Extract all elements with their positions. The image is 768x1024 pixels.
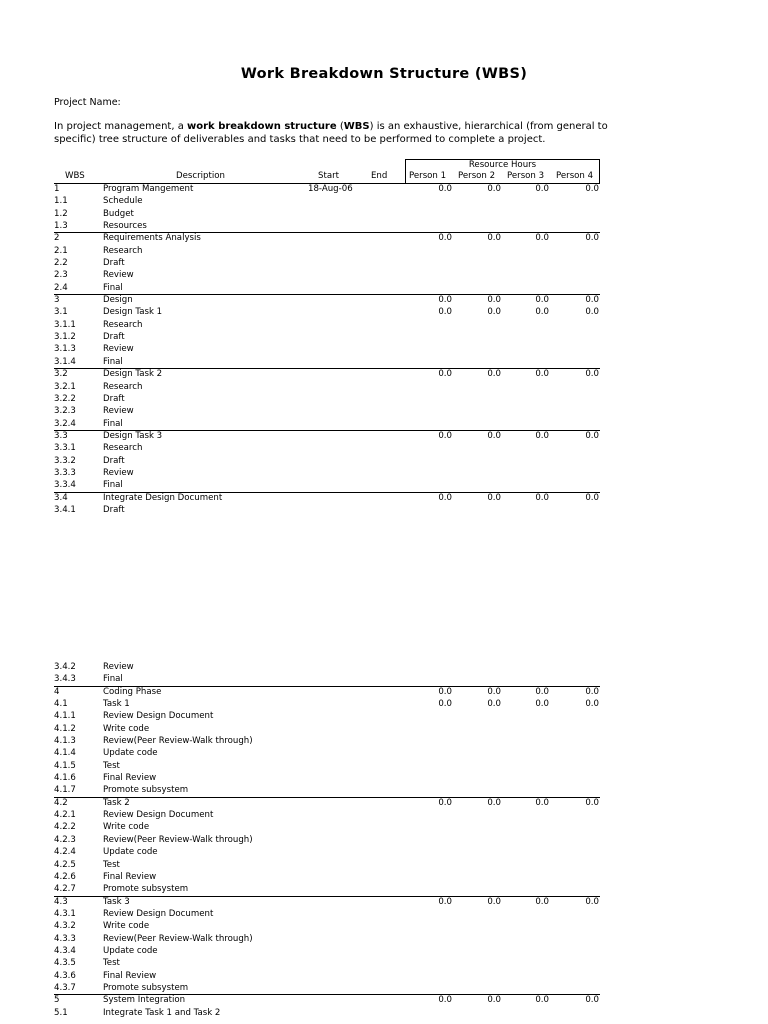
table-row (54, 661, 600, 673)
wbs-code: 2.3 (54, 270, 68, 281)
person2-hours: 0.0 (487, 369, 501, 380)
person4-hours: 0.0 (585, 492, 599, 503)
person4-hours: 0.0 (585, 369, 599, 380)
person3-hours: 0.0 (535, 995, 549, 1006)
col-person2-heading: Person 2 (458, 171, 496, 181)
task-description: Schedule (103, 196, 143, 207)
wbs-code: 4.1 (54, 699, 68, 710)
person3-hours: 0.0 (535, 295, 549, 306)
table-row (54, 821, 600, 833)
person1-hours: 0.0 (438, 699, 452, 710)
wbs-code: 3.4.1 (54, 504, 76, 515)
wbs-code: 4.3.5 (54, 958, 76, 969)
person1-hours: 0.0 (438, 307, 452, 318)
person1-hours: 0.0 (438, 797, 452, 808)
intro-term-wbs-full: work breakdown structure (187, 121, 337, 132)
wbs-code: 4.2.3 (54, 834, 76, 845)
task-description: Review (103, 467, 134, 478)
task-description: Test (103, 958, 120, 969)
table-row (54, 883, 600, 895)
task-description: Task 3 (103, 896, 130, 907)
wbs-code: 3.1.2 (54, 332, 76, 343)
task-description: Final Review (103, 871, 157, 882)
table-row (54, 957, 600, 969)
person3-hours: 0.0 (535, 797, 549, 808)
task-description: Coding Phase (103, 686, 162, 697)
table-row (54, 797, 600, 809)
wbs-code: 2.2 (54, 258, 68, 269)
wbs-code: 1.3 (54, 221, 68, 232)
person1-hours: 0.0 (438, 492, 452, 503)
task-description: Draft (103, 455, 125, 466)
task-description: Review (103, 662, 134, 672)
person4-hours: 0.0 (585, 896, 599, 907)
col-person3-heading: Person 3 (507, 171, 545, 181)
task-description: Update code (103, 945, 158, 956)
table-row (54, 982, 600, 994)
table-row (54, 220, 600, 232)
person3-hours: 0.0 (535, 307, 549, 318)
table-header (54, 159, 600, 183)
table-row (54, 735, 600, 747)
task-description: Final Review (103, 970, 157, 981)
wbs-code: 5 (54, 995, 60, 1006)
wbs-table-body-part1 (54, 183, 600, 516)
person4-hours: 0.0 (585, 184, 599, 194)
wbs-code: 3.3 (54, 430, 68, 441)
intro-term-wbs-abbr: WBS (343, 121, 370, 132)
col-description-heading: Description (176, 171, 225, 181)
person2-hours: 0.0 (487, 184, 501, 194)
table-row (54, 455, 600, 467)
person1-hours: 0.0 (438, 369, 452, 380)
table-row (54, 945, 600, 957)
table-row (54, 430, 600, 442)
task-description: Review Design Document (103, 711, 214, 722)
table-row (54, 381, 600, 393)
task-description: Design Task 3 (103, 430, 163, 441)
wbs-code: 3.1.4 (54, 356, 76, 367)
person1-hours: 0.0 (438, 184, 452, 194)
task-description: Final (103, 674, 123, 685)
col-person4-heading: Person 4 (556, 171, 594, 181)
wbs-code: 1.2 (54, 208, 68, 219)
wbs-code: 4.1.4 (54, 748, 76, 759)
person4-hours: 0.0 (585, 995, 599, 1006)
task-description: Requirements Analysis (103, 233, 201, 244)
table-row (54, 479, 600, 491)
table-row (54, 418, 600, 430)
table-row (54, 492, 600, 504)
person2-hours: 0.0 (487, 995, 501, 1006)
wbs-code: 3.3.3 (54, 467, 76, 478)
wbs-code: 2 (54, 233, 60, 244)
person1-hours: 0.0 (438, 686, 452, 697)
person3-hours: 0.0 (535, 430, 549, 441)
table-row (54, 294, 600, 306)
table-row (54, 405, 600, 417)
wbs-code: 4.3.3 (54, 933, 76, 944)
wbs-code: 4.2.1 (54, 810, 76, 821)
table-row (54, 257, 600, 269)
table-row (54, 368, 600, 380)
person2-hours: 0.0 (487, 307, 501, 318)
wbs-code: 1 (54, 184, 60, 194)
task-description: Research (103, 443, 143, 454)
task-description: Draft (103, 504, 125, 515)
table-row (54, 908, 600, 920)
task-description: Final (103, 480, 123, 491)
person1-hours: 0.0 (438, 295, 452, 306)
table-row (54, 871, 600, 883)
wbs-code: 4.3.6 (54, 970, 76, 981)
task-description: Resources (103, 221, 147, 232)
table-row (54, 834, 600, 846)
table-row (54, 343, 600, 355)
wbs-table-body-part2 (54, 661, 600, 1019)
table-row (54, 784, 600, 796)
person2-hours: 0.0 (487, 686, 501, 697)
intro-text-before: In project management, a (54, 121, 188, 132)
task-description: Final (103, 418, 123, 429)
task-description: Design Task 1 (103, 307, 163, 318)
task-description: Draft (103, 332, 125, 343)
task-description: Program Mangement (103, 184, 194, 194)
table-row (54, 994, 600, 1006)
wbs-code: 2.4 (54, 282, 68, 293)
person4-hours: 0.0 (585, 797, 599, 808)
task-description: Write code (103, 723, 150, 734)
person2-hours: 0.0 (487, 896, 501, 907)
person3-hours: 0.0 (535, 686, 549, 697)
person3-hours: 0.0 (535, 699, 549, 710)
wbs-code: 3.1 (54, 307, 68, 318)
task-description: Promote subsystem (103, 982, 189, 993)
person4-hours: 0.0 (585, 430, 599, 441)
task-description: Test (103, 859, 120, 870)
task-description: Review(Peer Review-Walk through) (103, 834, 253, 845)
person3-hours: 0.0 (535, 369, 549, 380)
wbs-code: 4.3.4 (54, 945, 76, 956)
table-row (54, 442, 600, 454)
page-title: Work Breakdown Structure (WBS) (240, 66, 528, 82)
table-row (54, 504, 600, 516)
task-description: Design (103, 295, 133, 306)
table-row (54, 306, 600, 318)
table-row (54, 723, 600, 735)
person4-hours: 0.0 (585, 686, 599, 697)
table-row (54, 686, 600, 698)
task-description: Task 2 (103, 797, 130, 808)
task-description: Review Design Document (103, 908, 214, 919)
person1-hours: 0.0 (438, 995, 452, 1006)
table-row (54, 760, 600, 772)
table-row (54, 747, 600, 759)
wbs-code: 4.1.1 (54, 711, 76, 722)
col-end-heading: End (371, 171, 388, 181)
col-person1-heading: Person 1 (409, 171, 447, 181)
person3-hours: 0.0 (535, 896, 549, 907)
task-description: Review Design Document (103, 810, 214, 821)
wbs-code: 3.2.2 (54, 393, 76, 404)
task-description: Review(Peer Review-Walk through) (103, 933, 253, 944)
wbs-code: 4.1.6 (54, 773, 76, 784)
wbs-code: 3.1.3 (54, 344, 76, 355)
wbs-code: 4.2.5 (54, 859, 76, 870)
wbs-code: 4.1.5 (54, 760, 76, 771)
table-row (54, 970, 600, 982)
table-row (54, 933, 600, 945)
table-row (54, 698, 600, 710)
wbs-code: 3.2.4 (54, 418, 76, 429)
intro-paragraph (54, 121, 614, 146)
wbs-code: 3.3.4 (54, 480, 76, 491)
wbs-code: 4 (54, 686, 60, 697)
task-description: Integrate Task 1 and Task 2 (103, 1007, 221, 1018)
start-date: 18-Aug-06 (308, 184, 353, 194)
task-description: Research (103, 319, 143, 330)
task-description: Design Task 2 (103, 369, 163, 380)
task-description: Test (103, 760, 120, 771)
wbs-code: 4.3.2 (54, 921, 76, 932)
table-row (54, 269, 600, 281)
person4-hours: 0.0 (585, 295, 599, 306)
wbs-code: 3.4.2 (54, 662, 76, 672)
task-description: Draft (103, 393, 125, 404)
wbs-code: 3.4.3 (54, 674, 76, 685)
table-row (54, 245, 600, 257)
table-row (54, 467, 600, 479)
wbs-code: 3.3.2 (54, 455, 76, 466)
table-row (54, 1007, 600, 1019)
wbs-code: 2.1 (54, 245, 68, 256)
task-description: Final (103, 282, 123, 293)
task-description: Budget (103, 208, 134, 219)
task-description: Final Review (103, 773, 157, 784)
wbs-code: 3 (54, 295, 60, 306)
table-row (54, 393, 600, 405)
person2-hours: 0.0 (487, 492, 501, 503)
wbs-code: 4.2.7 (54, 884, 76, 895)
table-row (54, 183, 600, 195)
person2-hours: 0.0 (487, 797, 501, 808)
person1-hours: 0.0 (438, 233, 452, 244)
person2-hours: 0.0 (487, 430, 501, 441)
person2-hours: 0.0 (487, 233, 501, 244)
wbs-code: 3.3.1 (54, 443, 76, 454)
wbs-code: 1.1 (54, 196, 68, 207)
person2-hours: 0.0 (487, 699, 501, 710)
task-description: Integrate Design Document (103, 492, 223, 503)
wbs-code: 4.2 (54, 797, 68, 808)
task-description: Research (103, 381, 143, 392)
wbs-code: 3.2.1 (54, 381, 76, 392)
wbs-code: 4.2.4 (54, 847, 76, 858)
wbs-code: 3.2.3 (54, 406, 76, 417)
task-description: Review (103, 406, 134, 417)
task-description: System Integration (103, 995, 186, 1006)
task-description: Update code (103, 847, 158, 858)
wbs-code: 3.1.1 (54, 319, 76, 330)
task-description: Update code (103, 748, 158, 759)
wbs-code: 4.1.2 (54, 723, 76, 734)
person4-hours: 0.0 (585, 233, 599, 244)
wbs-code: 4.3 (54, 896, 68, 907)
person1-hours: 0.0 (438, 430, 452, 441)
task-description: Draft (103, 258, 125, 269)
person4-hours: 0.0 (585, 307, 599, 318)
table-row (54, 772, 600, 784)
task-description: Write code (103, 822, 150, 833)
table-row (54, 710, 600, 722)
task-description: Write code (103, 921, 150, 932)
project-name-label: Project Name: (54, 97, 121, 108)
person3-hours: 0.0 (535, 233, 549, 244)
task-description: Research (103, 245, 143, 256)
table-row (54, 896, 600, 908)
task-description: Final (103, 356, 123, 367)
table-row (54, 232, 600, 244)
person3-hours: 0.0 (535, 184, 549, 194)
resource-hours-heading: Resource Hours (468, 160, 537, 170)
wbs-code: 5.1 (54, 1007, 68, 1018)
wbs-code: 4.1.3 (54, 736, 76, 747)
intro-text-after: ) is an exhaustive, hierarchical (from general to specific) tree structure of deliverables and tasks that need to be performed to complete a project. (54, 121, 608, 145)
table-row (54, 846, 600, 858)
intro-text-mid: ( (336, 121, 344, 132)
task-description: Review (103, 344, 134, 355)
table-row (54, 920, 600, 932)
task-description: Task 1 (103, 699, 130, 710)
wbs-code: 4.3.7 (54, 982, 76, 993)
wbs-code: 3.4 (54, 492, 68, 503)
wbs-code: 4.1.7 (54, 785, 76, 796)
person3-hours: 0.0 (535, 492, 549, 503)
table-row (54, 673, 600, 685)
task-description: Promote subsystem (103, 884, 189, 895)
table-row (54, 208, 600, 220)
person4-hours: 0.0 (585, 699, 599, 710)
table-row (54, 859, 600, 871)
task-description: Promote subsystem (103, 785, 189, 796)
wbs-code: 4.2.6 (54, 871, 76, 882)
table-row (54, 356, 600, 368)
wbs-code: 4.2.2 (54, 822, 76, 833)
col-wbs-heading: WBS (65, 171, 85, 181)
wbs-code: 3.2 (54, 369, 68, 380)
table-row (54, 319, 600, 331)
table-row (54, 331, 600, 343)
task-description: Review (103, 270, 134, 281)
person2-hours: 0.0 (487, 295, 501, 306)
person1-hours: 0.0 (438, 896, 452, 907)
table-row (54, 809, 600, 821)
table-row (54, 282, 600, 294)
col-start-heading: Start (318, 171, 339, 181)
wbs-code: 4.3.1 (54, 908, 76, 919)
task-description: Review(Peer Review-Walk through) (103, 736, 253, 747)
table-row (54, 195, 600, 207)
